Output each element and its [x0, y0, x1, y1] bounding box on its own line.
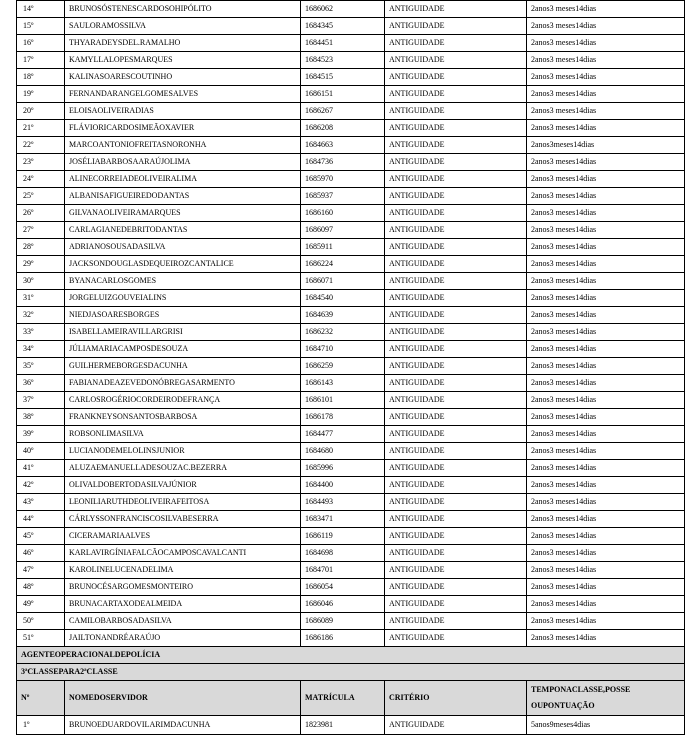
- row-tempo: 2anos3 meses14dias: [527, 460, 685, 477]
- row-criterio: ANTIGUIDADE: [385, 358, 527, 375]
- row-tempo: 2anos3 meses14dias: [527, 171, 685, 188]
- table-row: [17, 86, 685, 103]
- row-number: 39º: [17, 426, 65, 443]
- row-matricula: 1684345: [301, 18, 385, 35]
- section-title: AGENTEOPERACIONALDEPOLÍCIA: [17, 647, 685, 664]
- row-number: 36º: [17, 375, 65, 392]
- row-name: SAULORAMOSSILVA: [65, 18, 301, 35]
- row-matricula: 1686089: [301, 613, 385, 630]
- row-number: 27º: [17, 222, 65, 239]
- row-name: ROBSONLIMASILVA: [65, 426, 301, 443]
- promotion-table: [16, 0, 685, 735]
- row-tempo: 2anos3 meses14dias: [527, 222, 685, 239]
- table-row: [17, 494, 685, 511]
- row-tempo: 2anos3 meses14dias: [527, 120, 685, 137]
- row-tempo: 2anos3 meses14dias: [527, 69, 685, 86]
- row-criterio: ANTIGUIDADE: [385, 511, 527, 528]
- row-criterio: ANTIGUIDADE: [385, 596, 527, 613]
- row-matricula: 1684515: [301, 69, 385, 86]
- row-matricula: 1684451: [301, 35, 385, 52]
- row-number: 50º: [17, 613, 65, 630]
- header-criterio: CRITÉRIO: [385, 681, 527, 716]
- row-name: ADRIANOSOUSADASILVA: [65, 239, 301, 256]
- row-tempo: 2anos3 meses14dias: [527, 103, 685, 120]
- row-matricula: 1684663: [301, 137, 385, 154]
- row-matricula: 1686186: [301, 630, 385, 647]
- row-tempo: 2anos3 meses14dias: [527, 290, 685, 307]
- row-name: KAROLINELUCENADELIMA: [65, 562, 301, 579]
- table-row: [17, 460, 685, 477]
- row-name: JACKSONDOUGLASDEQUEIROZCANTALICE: [65, 256, 301, 273]
- row-name: ALINECORREIADEOLIVEIRALIMA: [65, 171, 301, 188]
- row-tempo: 2anos3 meses14dias: [527, 477, 685, 494]
- row-criterio: ANTIGUIDADE: [385, 86, 527, 103]
- row-name: KARLAVIRGÍNIAFALCÃOCAMPOSCAVALCANTI: [65, 545, 301, 562]
- row-tempo: 2anos3 meses14dias: [527, 545, 685, 562]
- row-criterio: ANTIGUIDADE: [385, 103, 527, 120]
- row-name: FLÁVIORICARDOSIMEÃOXAVIER: [65, 120, 301, 137]
- row-name: BYANACARLOSGOMES: [65, 273, 301, 290]
- row-name: JAILTONANDRÉARAÚJO: [65, 630, 301, 647]
- row-tempo: 2anos3 meses14dias: [527, 392, 685, 409]
- row-tempo: 2anos3 meses14dias: [527, 1, 685, 18]
- row-criterio: ANTIGUIDADE: [385, 630, 527, 647]
- row-criterio: ANTIGUIDADE: [385, 188, 527, 205]
- row-name: JORGELUIZGOUVEIALINS: [65, 290, 301, 307]
- row-name: CÁRLYSSONFRANCISCOSILVABESERRA: [65, 511, 301, 528]
- row-number: 35º: [17, 358, 65, 375]
- row-tempo: 2anos3 meses14dias: [527, 52, 685, 69]
- row-criterio: ANTIGUIDADE: [385, 545, 527, 562]
- row-matricula: 1684639: [301, 307, 385, 324]
- table-row: [17, 426, 685, 443]
- table-row: [17, 222, 685, 239]
- row-number: 37º: [17, 392, 65, 409]
- row-tempo: 2anos3 meses14dias: [527, 239, 685, 256]
- row-criterio: ANTIGUIDADE: [385, 154, 527, 171]
- row-matricula: 1684493: [301, 494, 385, 511]
- table-row: [17, 375, 685, 392]
- row-tempo: 2anos3 meses14dias: [527, 630, 685, 647]
- row-matricula: 1684736: [301, 154, 385, 171]
- row-matricula: 1686143: [301, 375, 385, 392]
- row-name: JOSÉLIABARBOSAARAÚJOLIMA: [65, 154, 301, 171]
- table-row: [17, 120, 685, 137]
- row-name: BRUNOCÉSARGOMESMONTEIRO: [65, 579, 301, 596]
- table-row: [17, 69, 685, 86]
- row-name: CARLOSROGÉRIOCORDEIRODEFRANÇA: [65, 392, 301, 409]
- row-number: 47º: [17, 562, 65, 579]
- row-number: 48º: [17, 579, 65, 596]
- row-number: 40º: [17, 443, 65, 460]
- row-name: CAMILOBARBOSADASILVA: [65, 613, 301, 630]
- row-criterio: ANTIGUIDADE: [385, 239, 527, 256]
- row-tempo: 2anos3 meses14dias: [527, 562, 685, 579]
- table-row: [17, 290, 685, 307]
- header-tempo: [527, 681, 685, 716]
- table-row: [17, 52, 685, 69]
- row-matricula: 1686208: [301, 120, 385, 137]
- header-number: Nº: [17, 681, 65, 716]
- row-tempo: 2anos3 meses14dias: [527, 494, 685, 511]
- row-name: OLIVALDOBERTODASILVAJÚNIOR: [65, 477, 301, 494]
- row-criterio: ANTIGUIDADE: [385, 392, 527, 409]
- row-number: 32º: [17, 307, 65, 324]
- row-number: 21º: [17, 120, 65, 137]
- row-matricula: 1683471: [301, 511, 385, 528]
- row-tempo: 2anos3 meses14dias: [527, 409, 685, 426]
- row-criterio: ANTIGUIDADE: [385, 409, 527, 426]
- row-criterio: ANTIGUIDADE: [385, 324, 527, 341]
- row-tempo: 2anos3 meses14dias: [527, 86, 685, 103]
- row-tempo: 2anos3 meses14dias: [527, 358, 685, 375]
- row-name: KALINASOARESCOUTINHO: [65, 69, 301, 86]
- row-criterio: ANTIGUIDADE: [385, 205, 527, 222]
- row-tempo: 2anos3 meses14dias: [527, 528, 685, 545]
- row-name: ELOISAOLIVEIRADIAS: [65, 103, 301, 120]
- row-name: BRUNOEDUARDOVILARIMDACUNHA: [65, 716, 301, 735]
- table-row: [17, 579, 685, 596]
- row-name: FABIANADEAZEVEDONÓBREGASARMENTO: [65, 375, 301, 392]
- row-number: 46º: [17, 545, 65, 562]
- row-tempo: 2anos3meses14dias: [527, 137, 685, 154]
- row-criterio: ANTIGUIDADE: [385, 222, 527, 239]
- row-name: FRANKNEYSONSANTOSBARBOSA: [65, 409, 301, 426]
- row-matricula: 1685911: [301, 239, 385, 256]
- row-criterio: ANTIGUIDADE: [385, 528, 527, 545]
- row-matricula: 1686062: [301, 1, 385, 18]
- row-matricula: 1684540: [301, 290, 385, 307]
- row-tempo: 5anos9meses4dias: [527, 716, 685, 735]
- row-number: 41º: [17, 460, 65, 477]
- row-criterio: ANTIGUIDADE: [385, 477, 527, 494]
- row-name: LEONILIARUTHDEOLIVEIRAFEITOSA: [65, 494, 301, 511]
- row-matricula: 1686259: [301, 358, 385, 375]
- row-tempo: 2anos3 meses14dias: [527, 341, 685, 358]
- row-name: NIEDJASOARESBORGES: [65, 307, 301, 324]
- row-matricula: 1686071: [301, 273, 385, 290]
- row-tempo: 2anos3 meses14dias: [527, 188, 685, 205]
- header-matricula: MATRÍCULA: [301, 681, 385, 716]
- row-number: 28º: [17, 239, 65, 256]
- table-row: [17, 409, 685, 426]
- row-criterio: ANTIGUIDADE: [385, 273, 527, 290]
- row-matricula: 1686178: [301, 409, 385, 426]
- row-criterio: ANTIGUIDADE: [385, 69, 527, 86]
- header-tempo-line2: OUPONTUAÇÃO: [531, 701, 595, 710]
- row-matricula: 1684701: [301, 562, 385, 579]
- row-number: 14º: [17, 1, 65, 18]
- row-matricula: 1684400: [301, 477, 385, 494]
- row-matricula: 1685970: [301, 171, 385, 188]
- row-number: 17º: [17, 52, 65, 69]
- section-title-row: [17, 647, 685, 664]
- row-number: 45º: [17, 528, 65, 545]
- row-name: MARCOANTONIOFREITASNORONHA: [65, 137, 301, 154]
- row-number: 18º: [17, 69, 65, 86]
- row-number: 23º: [17, 154, 65, 171]
- row-criterio: ANTIGUIDADE: [385, 460, 527, 477]
- row-tempo: 2anos3 meses14dias: [527, 35, 685, 52]
- row-tempo: 2anos3 meses14dias: [527, 375, 685, 392]
- table-row: [17, 596, 685, 613]
- row-matricula: 1686101: [301, 392, 385, 409]
- row-number: 49º: [17, 596, 65, 613]
- table-row: [17, 716, 685, 735]
- row-matricula: 1686160: [301, 205, 385, 222]
- row-matricula: 1684477: [301, 426, 385, 443]
- row-name: ALUZAEMANUELLADESOUZAC.BEZERRA: [65, 460, 301, 477]
- row-number: 19º: [17, 86, 65, 103]
- row-tempo: 2anos3 meses14dias: [527, 205, 685, 222]
- row-matricula: 1686054: [301, 579, 385, 596]
- row-number: 1º: [17, 716, 65, 735]
- header-name: NOMEDOSERVIDOR: [65, 681, 301, 716]
- table-row: [17, 528, 685, 545]
- row-criterio: ANTIGUIDADE: [385, 1, 527, 18]
- document-page: [16, 0, 684, 735]
- row-criterio: ANTIGUIDADE: [385, 375, 527, 392]
- table-row: [17, 307, 685, 324]
- table-row: [17, 511, 685, 528]
- table-row: [17, 256, 685, 273]
- row-name: KAMYLLALOPESMARQUES: [65, 52, 301, 69]
- table-row: [17, 324, 685, 341]
- row-name: ISABELLAMEIRAVILLARGRISI: [65, 324, 301, 341]
- row-number: 16º: [17, 35, 65, 52]
- row-matricula: 1684680: [301, 443, 385, 460]
- table-row: [17, 154, 685, 171]
- row-name: JÚLIAMARIACAMPOSDESOUZA: [65, 341, 301, 358]
- column-header-row: [17, 681, 685, 716]
- row-number: 31º: [17, 290, 65, 307]
- row-number: 26º: [17, 205, 65, 222]
- row-criterio: ANTIGUIDADE: [385, 256, 527, 273]
- table-row: [17, 205, 685, 222]
- row-tempo: 2anos3 meses14dias: [527, 154, 685, 171]
- header-tempo-line1: TEMPONACLASSE,POSSE: [531, 685, 631, 694]
- row-name: FERNANDARANGELGOMESALVES: [65, 86, 301, 103]
- table-row: [17, 35, 685, 52]
- row-tempo: 2anos3 meses14dias: [527, 256, 685, 273]
- row-matricula: 1823981: [301, 716, 385, 735]
- row-criterio: ANTIGUIDADE: [385, 426, 527, 443]
- row-tempo: 2anos3 meses14dias: [527, 579, 685, 596]
- row-tempo: 2anos3 meses14dias: [527, 18, 685, 35]
- row-matricula: 1686151: [301, 86, 385, 103]
- table-row: [17, 477, 685, 494]
- row-matricula: 1686046: [301, 596, 385, 613]
- section-subtitle: 3ªCLASSEPARA2ªCLASSE: [17, 664, 685, 681]
- row-criterio: ANTIGUIDADE: [385, 52, 527, 69]
- row-number: 34º: [17, 341, 65, 358]
- row-tempo: 2anos3 meses14dias: [527, 324, 685, 341]
- row-tempo: 2anos3 meses14dias: [527, 613, 685, 630]
- row-criterio: ANTIGUIDADE: [385, 290, 527, 307]
- table-row: [17, 562, 685, 579]
- table-row: [17, 1, 685, 18]
- row-matricula: 1685937: [301, 188, 385, 205]
- row-name: LUCIANODEMELOLINSJUNIOR: [65, 443, 301, 460]
- row-matricula: 1686232: [301, 324, 385, 341]
- table-row: [17, 18, 685, 35]
- row-criterio: ANTIGUIDADE: [385, 120, 527, 137]
- row-matricula: 1684710: [301, 341, 385, 358]
- new-section-table-body: [17, 716, 685, 735]
- section-subtitle-row: [17, 664, 685, 681]
- row-criterio: ANTIGUIDADE: [385, 171, 527, 188]
- row-criterio: ANTIGUIDADE: [385, 716, 527, 735]
- row-name: GILVANAOLIVEIRAMARQUES: [65, 205, 301, 222]
- row-number: 33º: [17, 324, 65, 341]
- row-matricula: 1686097: [301, 222, 385, 239]
- row-matricula: 1686224: [301, 256, 385, 273]
- row-tempo: 2anos3 meses14dias: [527, 596, 685, 613]
- row-number: 44º: [17, 511, 65, 528]
- row-name: ALBANISAFIGUEIREDODANTAS: [65, 188, 301, 205]
- row-number: 38º: [17, 409, 65, 426]
- row-tempo: 2anos3 meses14dias: [527, 426, 685, 443]
- row-number: 43º: [17, 494, 65, 511]
- row-criterio: ANTIGUIDADE: [385, 443, 527, 460]
- row-criterio: ANTIGUIDADE: [385, 562, 527, 579]
- row-name: CICERAMARIAALVES: [65, 528, 301, 545]
- table-row: [17, 613, 685, 630]
- row-number: 51º: [17, 630, 65, 647]
- row-number: 29º: [17, 256, 65, 273]
- row-number: 25º: [17, 188, 65, 205]
- row-tempo: 2anos3 meses14dias: [527, 273, 685, 290]
- row-criterio: ANTIGUIDADE: [385, 341, 527, 358]
- row-name: BRUNOSÓSTENESCARDOSOHIPÓLITO: [65, 1, 301, 18]
- row-matricula: 1686267: [301, 103, 385, 120]
- promotion-table-body: [17, 1, 685, 647]
- table-row: [17, 630, 685, 647]
- row-tempo: 2anos3 meses14dias: [527, 307, 685, 324]
- row-tempo: 2anos3 meses14dias: [527, 443, 685, 460]
- row-matricula: 1685996: [301, 460, 385, 477]
- row-matricula: 1684698: [301, 545, 385, 562]
- table-row: [17, 103, 685, 120]
- row-number: 22º: [17, 137, 65, 154]
- row-number: 42º: [17, 477, 65, 494]
- table-row: [17, 545, 685, 562]
- row-tempo: 2anos3 meses14dias: [527, 511, 685, 528]
- table-row: [17, 273, 685, 290]
- row-matricula: 1686119: [301, 528, 385, 545]
- row-number: 30º: [17, 273, 65, 290]
- table-row: [17, 358, 685, 375]
- table-row: [17, 171, 685, 188]
- table-row: [17, 341, 685, 358]
- row-criterio: ANTIGUIDADE: [385, 307, 527, 324]
- row-criterio: ANTIGUIDADE: [385, 137, 527, 154]
- row-name: BRUNACARTAXODEALMEIDA: [65, 596, 301, 613]
- table-row: [17, 392, 685, 409]
- row-number: 24º: [17, 171, 65, 188]
- row-criterio: ANTIGUIDADE: [385, 18, 527, 35]
- table-row: [17, 137, 685, 154]
- row-name: CARLAGIANEDEBRITODANTAS: [65, 222, 301, 239]
- row-criterio: ANTIGUIDADE: [385, 613, 527, 630]
- table-row: [17, 188, 685, 205]
- row-criterio: ANTIGUIDADE: [385, 579, 527, 596]
- row-number: 15º: [17, 18, 65, 35]
- row-matricula: 1684523: [301, 52, 385, 69]
- row-criterio: ANTIGUIDADE: [385, 35, 527, 52]
- table-row: [17, 239, 685, 256]
- row-name: THYARADEYSDEL.RAMALHO: [65, 35, 301, 52]
- row-name: GUILHERMEBORGESDACUNHA: [65, 358, 301, 375]
- table-row: [17, 443, 685, 460]
- row-number: 20º: [17, 103, 65, 120]
- row-criterio: ANTIGUIDADE: [385, 494, 527, 511]
